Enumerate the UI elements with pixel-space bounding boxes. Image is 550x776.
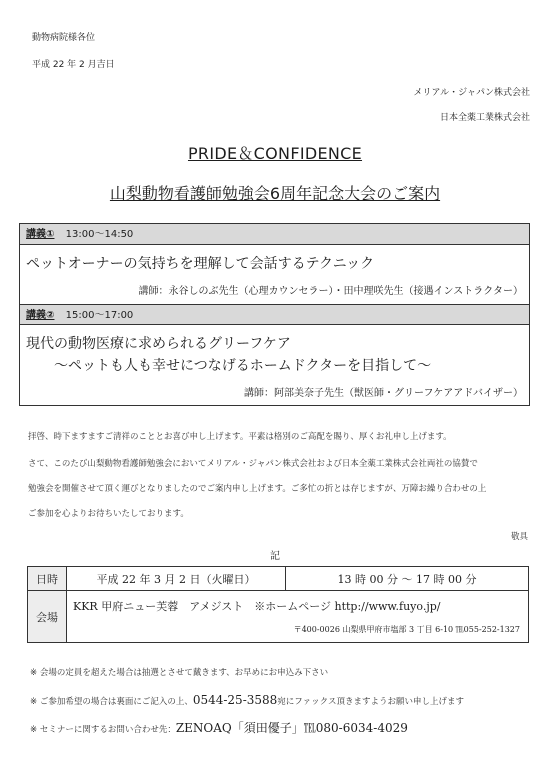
lecture-2-title: 現代の動物医療に求められるグリーフケア [26, 336, 291, 352]
closing-keigu: 敬具 [510, 532, 528, 542]
event-info-table [27, 566, 529, 643]
lecture-2-header [20, 304, 529, 325]
note-contact [30, 719, 408, 736]
lecture-2-time: 15:00～17:00 [65, 310, 134, 321]
venue-cell [67, 591, 529, 643]
greeting-line: 拝啓、時下ますますご清祥のこととお喜び申し上げます。平素は格別のご高配を賜り、厚くお礼申し上げます。 [28, 432, 452, 442]
lecture-1-header [20, 224, 529, 245]
fax-number: 0544-25-3588 [192, 693, 278, 707]
note-fax [30, 693, 464, 707]
date-label: 日時 [28, 567, 67, 591]
recipient: 動物病院様各位 [32, 33, 96, 43]
time-value: 13 時 00 分 ～ 17 時 00 分 [286, 567, 529, 591]
lecture-box [19, 223, 530, 406]
note-capacity: ※ 会場の定員を超えた場合は抽選とさせて戴きます、お早めにお申込み下さい [30, 668, 329, 678]
lecture-1-speaker: 講師：永谷しのぶ先生（心理カウンセラー）・田中理咲先生（接遇インストラクター） [138, 286, 523, 297]
body-line-4: ご参加を心よりお待ちいたしております。 [28, 509, 189, 519]
note-fax-post: 宛にファックス頂きますようお願い申し上げます [277, 697, 465, 707]
note-fax-pre: ※ ご参加希望の場合は裏面にご記入の上、 [30, 697, 193, 707]
contact-info: ZENOAQ「須田優子」℡080-6034-4029 [175, 721, 408, 735]
lecture-1-time: 13:00～14:50 [65, 229, 134, 240]
lecture-1-title: ペットオーナーの気持ちを理解して会話するテクニック [26, 256, 375, 272]
note-contact-pre: ※ セミナーに関するお問い合わせ先： [30, 725, 176, 735]
issue-date: 平成 22 年 2 月吉日 [32, 60, 115, 70]
venue-value: KKR 甲府ニュー芙蓉 アメジスト ※ホームページ http://www.fuyo.jp/ [73, 600, 441, 613]
sender-zenoaq: 日本全薬工業株式会社 [439, 113, 530, 123]
sender-merial: メリアル・ジャパン株式会社 [413, 88, 530, 98]
ki-heading: 記 [270, 551, 280, 562]
lecture-2-speaker: 講師：阿部美奈子先生（獣医師・グリーフケアアドバイザー） [244, 388, 523, 399]
event-title: 山梨動物看護師勉強会6周年記念大会のご案内 [109, 184, 441, 203]
lecture-1-label: 講義① [26, 229, 55, 240]
body-line-3: 勉強会を開催させて頂く運びとなりましたのでご案内申し上げます。ご多忙の折とは存じますが、万障お繰り合わせの上 [28, 484, 487, 494]
body-line-2: さて、このたび山梨動物看護師勉強会においてメリアル・ジャパン株式会社および日本全薬工業株式会社両社の協賛で [28, 459, 478, 469]
lecture-2-subtitle: ～ペットも人も幸せにつなげるホームドクターを目指して～ [54, 358, 432, 374]
lecture-2-label: 講義② [26, 310, 55, 321]
main-title: PRIDE＆CONFIDENCE [187, 144, 363, 163]
venue-label: 会場 [28, 591, 67, 643]
venue-address: 〒400-0026 山梨県甲府市塩部 3 丁目 6-10 ℡055-252-1327 [293, 625, 520, 634]
date-value: 平成 22 年 3 月 2 日（火曜日） [67, 567, 286, 591]
